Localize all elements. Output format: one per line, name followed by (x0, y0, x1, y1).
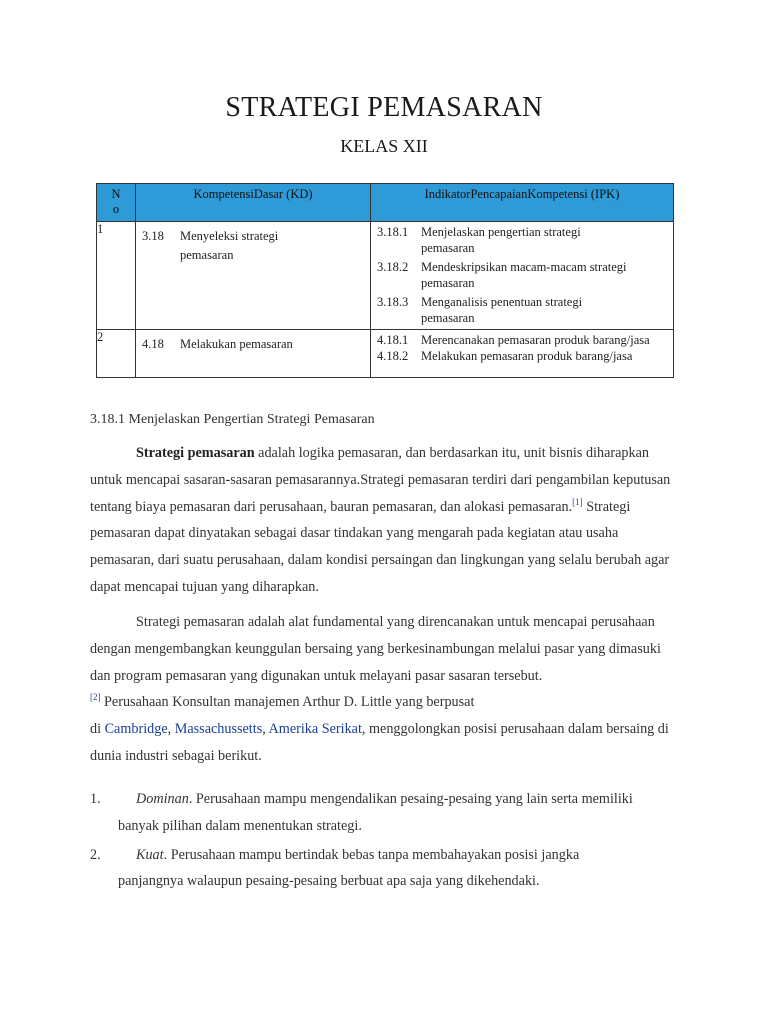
ipk-text: Merencanakan pemasaran produk barang/jasa (421, 333, 650, 347)
list-item (377, 224, 669, 256)
ipk-code: 4.18.1 (377, 333, 409, 347)
header-no-label: N o (111, 187, 121, 216)
row-kd-cell (136, 330, 371, 378)
list-item (377, 332, 663, 348)
paragraph-text: di (90, 721, 105, 738)
link-massachussetts[interactable]: Massachussetts (174, 721, 263, 738)
position-list (90, 786, 680, 895)
table-row (97, 222, 674, 330)
list-item (377, 259, 669, 291)
competency-table (96, 183, 674, 378)
list-number: 2. (90, 846, 101, 863)
list-text: . Perusahaan mampu mengendalikan pesaing-pesaing yang lain serta memiliki (188, 791, 633, 807)
kd-text: Melakukan pemasaran (180, 337, 293, 351)
ipk-code: 3.18.1 (377, 225, 409, 239)
table-row (97, 330, 674, 378)
link-amerika-serikat[interactable]: Amerika Serikat (268, 721, 362, 738)
separator: , (167, 721, 175, 738)
paragraph-text: , menggolongkan posisi perusahaan dalam bersaing di dunia industri sebagai berikut. (90, 721, 669, 764)
footnote-ref-1[interactable]: [1] (572, 496, 583, 507)
list-item (90, 786, 680, 813)
ipk-text: Menganalisis penentuan strategi pemasaran (421, 295, 583, 325)
section-heading: 3.18.1 Menjelaskan Pengertian Strategi Pemasaran (90, 412, 375, 427)
row-no-cell: 1 (97, 222, 136, 330)
kd-code: 3.18 (142, 229, 164, 243)
ipk-text: Mendeskripsikan macam-macam strategi pemasaran (421, 260, 627, 290)
paragraph-1 (90, 440, 676, 601)
list-item (377, 348, 663, 364)
list-number: 1. (90, 791, 101, 807)
header-kd: KompetensiDasar (KD) (136, 184, 371, 222)
document-subtitle: KELAS XII (340, 136, 428, 156)
header-ipk: IndikatorPencapaianKompetensi (IPK) (371, 184, 674, 222)
list-item (90, 842, 680, 869)
separator: , (262, 721, 269, 738)
paragraph-2 (90, 609, 676, 770)
header-no (97, 184, 136, 222)
link-cambridge[interactable]: Cambridge (104, 721, 168, 738)
list-continuation: banyak pilihan dalam menentukan strategi. (118, 817, 362, 834)
ipk-code: 3.18.3 (377, 295, 409, 309)
row-no-cell: 2 (97, 330, 136, 378)
list-continuation: panjangnya walaupun pesaing-pesaing berbuat apa saja yang dikehendaki. (118, 873, 540, 890)
ipk-text: Melakukan pemasaran produk barang/jasa (421, 349, 633, 363)
paragraph-text: Perusahaan Konsultan manajemen Arthur D. Little yang berpusat (100, 694, 475, 711)
list-text: . Perusahaan mampu bertindak bebas tanpa membahayakan posisi jangka (163, 846, 580, 863)
bold-term: Strategi pemasaran (136, 445, 255, 461)
row-ipk-cell (371, 222, 674, 330)
list-term: Dominan (136, 791, 189, 807)
row-ipk-cell (371, 330, 674, 378)
footnote-ref-2[interactable]: [2] (90, 692, 101, 703)
kd-code: 4.18 (142, 337, 164, 351)
paragraph-text: Strategi pemasaran dapat dinyatakan sebagai dasar tindakan yang mengarah pada kegiatan atau usaha pemasaran, dari suatu perusahaan, dalam kondisi persaingan dan lingkungan yang selalu berubah agar dapat mencapai tujuan yang diharapkan. (90, 498, 670, 595)
table-header-row (97, 184, 674, 222)
kd-text: Menyeleksi strategi pemasaran (180, 229, 279, 262)
ipk-text: Menjelaskan pengertian strategi pemasaran (421, 225, 581, 255)
ipk-code: 3.18.2 (377, 260, 409, 274)
ipk-code: 4.18.2 (377, 349, 409, 363)
document-title: STRATEGI PEMASARAN (225, 92, 543, 123)
list-item (377, 294, 669, 326)
list-term: Kuat (136, 846, 164, 863)
paragraph-text: adalah logika pemasaran, dan berdasarkan itu, unit bisnis diharapkan untuk mencapai sasaran-sasaran pemasarannya.Strategi pemasaran terdiri dari pengambilan keputusan tentang biaya pemasaran dari perusahaan, bauran pemasaran, dan alokasi pemasaran. (90, 445, 671, 515)
paragraph-text: Strategi pemasaran adalah alat fundamental yang direncanakan untuk mencapai perusahaan dengan mengembangkan keunggulan bersaing yang berkesinambungan melalui pasar yang dimasuki dan program pemasaran yang digunakan untuk melayani pasar sasaran tersebut. (90, 614, 661, 684)
row-kd-cell (136, 222, 371, 330)
